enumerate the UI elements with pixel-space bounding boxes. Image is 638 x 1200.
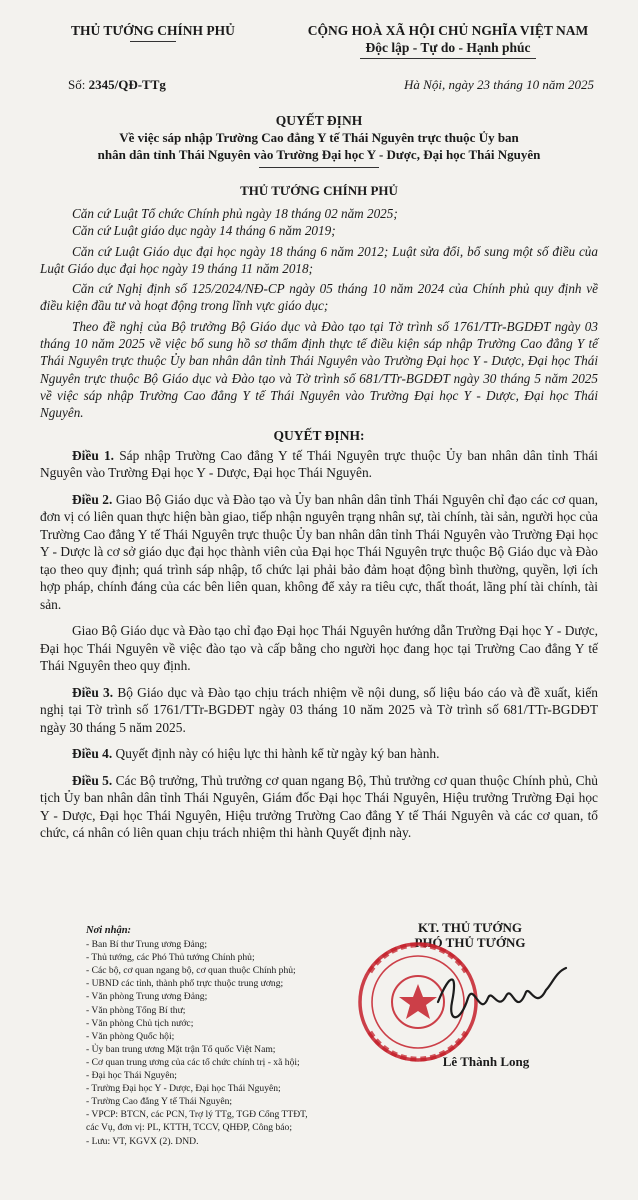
official-seal-icon <box>360 944 476 1060</box>
legal-basis <box>40 205 598 422</box>
agency-block <box>68 22 238 59</box>
article-label: Điều 3. <box>72 684 114 700</box>
recipient-item: - Văn phòng Trung ương Đảng; <box>86 991 208 1003</box>
basis-item: Căn cứ Luật Tổ chức Chính phủ ngày 18 tháng 02 năm 2025; <box>72 206 398 221</box>
document-number <box>68 77 166 93</box>
articles <box>40 447 598 842</box>
article-3 <box>40 684 598 737</box>
recipient-item: - Văn phòng Quốc hội; <box>86 1030 175 1042</box>
authority-heading: THỦ TƯỚNG CHÍNH PHỦ <box>240 183 398 198</box>
basis-item: Căn cứ Nghị định số 125/2024/NĐ-CP ngày 05 tháng 10 năm 2024 của Chính phủ quy định về điều kiện đầu tư và hoạt động trong lĩnh vực giáo dục; <box>40 281 598 314</box>
recipient-item: - Lưu: VT, KGVX (2). DND. <box>86 1135 199 1147</box>
place-date: Hà Nội, ngày 23 tháng 10 năm 2025 <box>404 77 594 92</box>
article-text: Các Bộ trưởng, Thủ trưởng cơ quan ngang Bộ, Thủ trưởng cơ quan thuộc Chính phủ, Chủ tịch Ủy ban nhân dân tỉnh Thái Nguyên, Giám đốc Đại học Thái Nguyên, Hiệu trưởng Trường Đại học Y - Dược, Đại học Thái Nguyên, Hiệu trưởng Trường Cao đẳng Y tế Thái Nguyên và các cơ quan, tổ chức, cá nhân có liên quan chịu trách nhiệm thi hành Quyết định này. <box>40 772 598 841</box>
basis-item: Theo đề nghị của Bộ trưởng Bộ Giáo dục và Đào tạo tại Tờ trình số 1761/TTr-BGDĐT ngày 03 tháng 10 năm 2025 về việc bổ sung hồ sơ thẩm định thực tế điều kiện sáp nhập Trường Cao đẳng Y tế Thái Nguyên trực thuộc Ủy ban nhân dân tỉnh Thái Nguyên vào Trường Đại học Y - Dược, Đại học Thái Nguyên trực thuộc Bộ Giáo dục và Đào tạo và Tờ trình số 681/TTr-BGDĐT ngày 30 tháng 5 năm 2025 về việc sáp nhập Trường Cao đẳng Y tế Thái Nguyên vào Trường Đại học Y - Dược, Đại học Thái Nguyên. <box>40 318 598 421</box>
agency-underline <box>130 41 176 42</box>
nation-block <box>298 22 598 59</box>
subject-underline <box>259 167 379 168</box>
recipient-item: - Ban Bí thư Trung ương Đảng; <box>86 939 208 951</box>
motto: Độc lập - Tự do - Hạnh phúc <box>365 40 531 55</box>
article-text: Bộ Giáo dục và Đào tạo chịu trách nhiệm về nội dung, số liệu báo cáo và đề xuất, kiến nghị tại Tờ trình số 1761/TTr-BGDĐT ngày 03 tháng 10 năm 2025 và Tờ trình số 681/TTr-BGDĐT ngày 30 tháng 5 năm 2025. <box>40 684 598 735</box>
red-seal-and-signature <box>340 932 600 1072</box>
recipient-item: - Ủy ban trung ương Mặt trận Tổ quốc Việt Nam; <box>86 1043 276 1055</box>
recipient-item: - Đại học Thái Nguyên; <box>86 1070 177 1082</box>
recipient-item: - UBND các tỉnh, thành phố trực thuộc trung ương; <box>86 978 284 990</box>
article-2 <box>40 491 598 614</box>
article-text: Giao Bộ Giáo dục và Đào tạo và Ủy ban nhân dân tỉnh Thái Nguyên chỉ đạo các cơ quan, đơn vị có liên quan thực hiện bàn giao, tiếp nhận nguyên trạng nhân sự, tài chính, tài sản, người học của Trường Cao đẳng Y tế Thái Nguyên trực thuộc Ủy ban nhân dân tỉnh Thái Nguyên vào Trường Đại học Y - Dược là cơ sở giáo dục đại học thành viên của Đại học Thái Nguyên trực thuộc Bộ Giáo dục và Đào tạo theo quy định; quá trình sáp nhập, tổ chức lại phải bảo đảm hoạt động bình thường, quyền, lợi ích hợp pháp, chính đáng của các bên liên quan, không để xảy ra tiêu cực, thất thoát, lãng phí tài chính, tài sản. <box>40 491 598 612</box>
subject-line-2: nhân dân tỉnh Thái Nguyên vào Trường Đại học Y - Dược, Đại học Thái Nguyên <box>97 147 541 162</box>
article-text: Giao Bộ Giáo dục và Đào tạo chỉ đạo Đại học Thái Nguyên hướng dẫn Trường Đại học Y - Dược, Đại học Thái Nguyên về việc đào tạo và cấp bằng cho người học đang học tại Trường Cao đẳng Y tế Thái Nguyên theo quy định. <box>40 623 598 674</box>
number-date-row <box>40 77 598 93</box>
handwritten-signature-icon <box>438 968 566 1017</box>
basis-item: Căn cứ Luật giáo dục ngày 14 tháng 6 năm 2019; <box>72 223 336 239</box>
number-value: 2345/QĐ-TTg <box>88 77 166 92</box>
article-text: Quyết định này có hiệu lực thi hành kể từ ngày ký ban hành. <box>112 746 440 762</box>
header-row <box>40 22 598 59</box>
nation-name: CỘNG HOÀ XÃ HỘI CHỦ NGHĨA VIỆT NAM <box>307 23 589 38</box>
recipient-item: - Trường Đại học Y - Dược, Đại học Thái Nguyên; <box>86 1083 281 1095</box>
article-1 <box>40 447 598 482</box>
recipient-item: - Văn phòng Chủ tịch nước; <box>86 1017 194 1029</box>
article-4 <box>40 745 598 763</box>
number-label: Số: <box>68 77 89 92</box>
article-label: Điều 2. <box>72 491 113 507</box>
motto-underline <box>360 58 536 59</box>
document-type: QUYẾT ĐỊNH <box>275 113 363 128</box>
recipient-item: - Các bộ, cơ quan ngang bộ, cơ quan thuộc Chính phủ; <box>86 965 296 977</box>
sign-title-1: KT. THỦ TƯỚNG <box>418 920 522 935</box>
article-label: Điều 5. <box>72 772 113 788</box>
recipient-item: - Cơ quan trung ương của các tổ chức chính trị - xã hội; <box>86 1056 300 1068</box>
article-label: Điều 4. <box>72 746 113 762</box>
recipient-item: - Thủ tướng, các Phó Thủ tướng Chính phủ; <box>86 952 255 964</box>
article-label: Điều 1. <box>72 447 115 463</box>
article-text: Sáp nhập Trường Cao đẳng Y tế Thái Nguyên trực thuộc Ủy ban nhân dân tỉnh Thái Nguyên vào Trường Đại học Y - Dược, Đại học Thái Nguyên. <box>40 447 598 481</box>
sign-title-2: PHÓ THỦ TƯỚNG <box>414 935 526 950</box>
recipients-heading: Nơi nhận: <box>86 925 132 936</box>
subject-line-1: Về việc sáp nhập Trường Cao đẳng Y tế Thái Nguyên trực thuộc Ủy ban <box>119 130 519 145</box>
signature-block <box>340 920 600 1069</box>
decide-heading: QUYẾT ĐỊNH: <box>273 427 365 443</box>
basis-item: Căn cứ Luật Giáo dục đại học ngày 18 tháng 6 năm 2012; Luật sửa đổi, bổ sung một số điều của Luật Giáo dục đại học ngày 19 tháng 11 năm 2018; <box>40 243 598 276</box>
recipient-item: - Trường Cao đẳng Y tế Thái Nguyên; <box>86 1096 233 1108</box>
signer-name: Lê Thành Long <box>442 1054 530 1069</box>
recipient-item: - VPCP: BTCN, các PCN, Trợ lý TTg, TGĐ Cổng TTĐT, <box>86 1109 308 1121</box>
article-5 <box>40 772 598 842</box>
recipient-item: các Vụ, đơn vị: PL, KTTH, TCCV, QHĐP, Công báo; <box>86 1122 293 1134</box>
recipient-item: - Văn phòng Tổng Bí thư; <box>86 1004 186 1016</box>
agency-name: THỦ TƯỚNG CHÍNH PHỦ <box>71 23 235 38</box>
article-2-para-2 <box>40 622 598 675</box>
